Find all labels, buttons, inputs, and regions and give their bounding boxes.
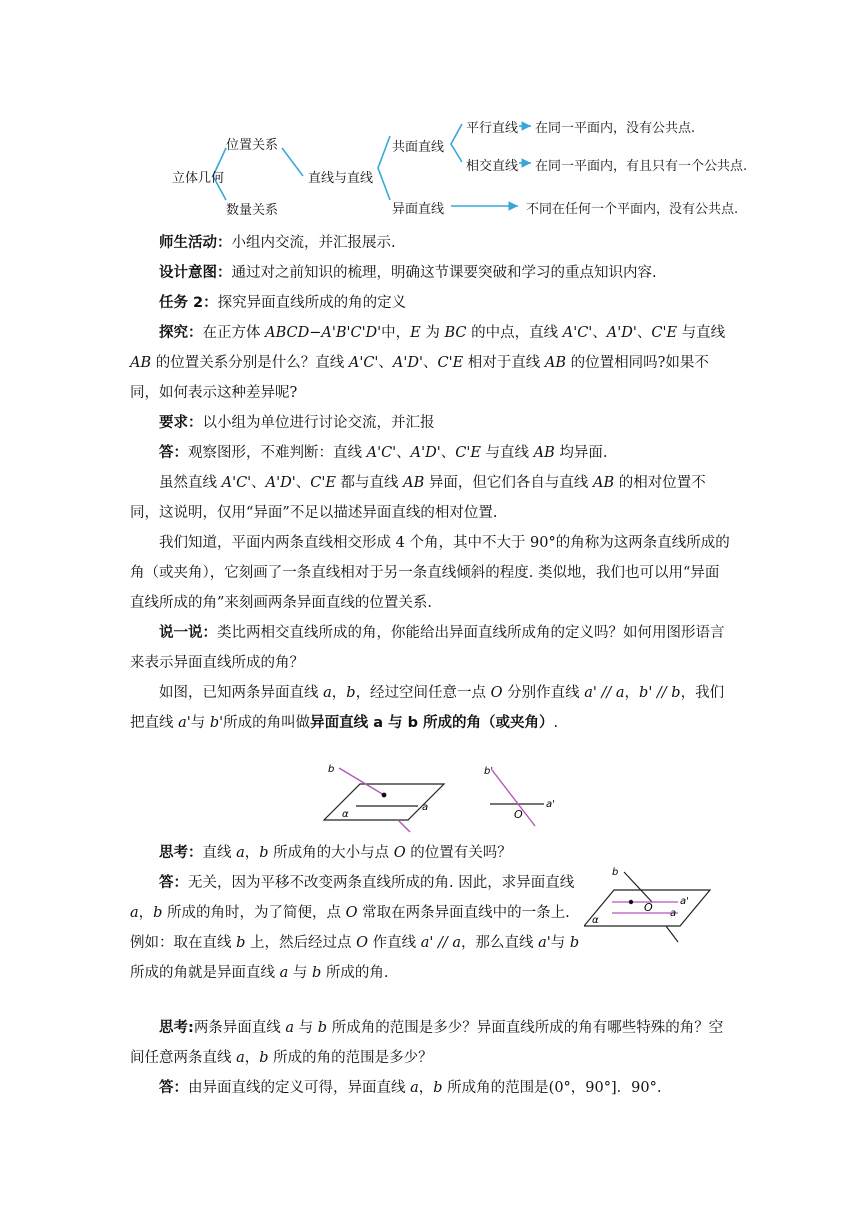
brace-mid [378, 136, 390, 200]
body-text: ，我们把直线 [130, 685, 725, 731]
paragraph-answer3 [130, 1073, 730, 1103]
map-intersect-desc: 在同一平面内，有且只有一个公共点. [535, 159, 748, 174]
body-text: ， [244, 845, 260, 861]
label-a: a [422, 802, 429, 813]
line-b-upper [624, 872, 652, 902]
map-coplanar: 共面直线 [392, 140, 445, 155]
body-text: ， [331, 685, 347, 701]
paragraph-answer1 [130, 438, 730, 468]
answer-label: 答： [159, 445, 188, 461]
body-text: 的相对位置不同，这说明，仅用“异面”不足以描述异面直线的相对位置. [130, 475, 706, 521]
body-text: 我们知道，平面内两条直线相交形成 4 个角，其中不大于 90°的角称为这两条直线所成的角（或夹角），它刻画了一条直线相对于另一条直线倾斜的程度. 类似地，我们也可以用“异面直线所成的角”来刻画两条异面直线的位置关系. [130, 535, 730, 611]
paragraph-think2 [130, 1013, 730, 1073]
map-branch-position: 位置关系 [226, 138, 279, 153]
math-var: O [490, 685, 503, 701]
explore-text: 的位置关系分别是什么？直线 [151, 355, 349, 371]
explore-text: 中， [381, 325, 411, 341]
explore-text: 在正方体 [202, 325, 266, 341]
math-line: AB [592, 475, 615, 491]
math-bc: BC [444, 325, 467, 341]
answer-text: 均异面. [554, 445, 608, 461]
concept-map-lines [0, 0, 860, 230]
body-text: 所成角的范围是(0°，90°]．90°. [442, 1080, 662, 1096]
body-text: 异面，但它们各自与直线 [424, 475, 593, 491]
math-expr: a' // a [420, 935, 461, 951]
map-intersect: 相交直线 [466, 159, 519, 174]
math-line: A'D' [606, 325, 637, 341]
brace-coplanar [451, 124, 462, 162]
math-line: A'C' [221, 475, 252, 491]
math-line: AB [544, 355, 567, 371]
explore-label: 探究： [159, 325, 203, 341]
answer-label: 答： [159, 875, 188, 891]
paragraph-we-know [130, 528, 730, 618]
body-text: ， [624, 685, 640, 701]
explore-text: 、 [592, 325, 607, 341]
label-alpha: α [592, 915, 599, 926]
say-label: 说一说： [159, 625, 217, 641]
body-text: ， [244, 1050, 260, 1066]
map-root: 立体几何 [172, 171, 225, 186]
body-text: ， [138, 905, 154, 921]
paragraph-task2 [130, 288, 730, 318]
math-var: b [311, 965, 322, 981]
explore-text: 的中点，直线 [466, 325, 563, 341]
explore-text: 的位置相同吗?如果不同，如何表示这种差异呢? [130, 355, 709, 401]
paragraph-although [130, 468, 730, 528]
label-b: b [328, 764, 335, 775]
label-o: O [514, 808, 523, 821]
activity-label: 师生活动： [159, 235, 232, 251]
paragraph-think1 [159, 838, 512, 868]
math-line: A'D' [410, 445, 441, 461]
math-cube: ABCD−A'B'C'D' [265, 325, 382, 341]
math-var: b [236, 935, 246, 951]
body-text: 所成的角. [321, 965, 389, 981]
math-line: C'E [455, 445, 481, 461]
line-b-lower [398, 820, 410, 832]
math-var: a [236, 1050, 245, 1066]
math-var: O [393, 845, 406, 861]
math-var: a [236, 845, 245, 861]
body-text: 的位置有关吗？ [405, 845, 512, 861]
answer-text: 、 [396, 445, 411, 461]
body-text: 所成角的大小与点 [268, 845, 394, 861]
math-var: b [259, 1050, 269, 1066]
body-text: 都与直线 [335, 475, 404, 491]
say-text: 类比两相交直线所成的角，你能给出异面直线所成角的定义吗？如何用图形语言来表示异面直线所成的角？ [130, 625, 725, 671]
math-var: b [317, 1020, 328, 1036]
paragraph-activity [130, 228, 730, 258]
label-alpha: α [342, 809, 349, 820]
body-text: 、 [295, 475, 311, 491]
requirement-label: 要求： [159, 415, 203, 431]
point [382, 793, 387, 798]
figure-translation [584, 864, 724, 954]
math-expr: b' // b [639, 685, 681, 701]
body-text: 分别作直线 [502, 685, 585, 701]
explore-text: 相对于直线 [463, 355, 545, 371]
label-a-prime: a' [680, 896, 689, 907]
math-line: AB [130, 355, 152, 371]
math-line: C'E [437, 355, 464, 371]
body-text: 由异面直线的定义可得，异面直线 [188, 1080, 411, 1096]
body-text: 所成的角就是异面直线 [130, 965, 280, 981]
answer-text: 观察图形，不难判断：直线 [188, 445, 367, 461]
body-text: 如图，已知两条异面直线 [159, 685, 324, 701]
math-line: A'C' [348, 355, 379, 371]
activity-text: 小组内交流，并汇报展示. [231, 235, 396, 251]
label-a-prime: a' [546, 799, 555, 810]
point-o [629, 900, 633, 904]
map-parallel-desc: 在同一平面内，没有公共点. [535, 121, 696, 136]
body-text: 与 [190, 715, 210, 731]
answer-text: 与直线 [480, 445, 534, 461]
answer-text: 、 [440, 445, 456, 461]
requirement-text: 以小组为单位进行讨论交流，并汇报 [202, 415, 435, 431]
math-var: O [345, 905, 358, 921]
explore-text: 、 [636, 325, 652, 341]
math-line: A'D' [265, 475, 296, 491]
math-var: a' [178, 715, 191, 731]
map-skew: 异面直线 [392, 202, 445, 217]
body-text: 作直线 [368, 935, 421, 951]
map-line-line: 直线与直线 [308, 171, 374, 186]
body-text: 所成角的范围是多少？异面直线所成的角有哪些特殊的角？空间任意两条直线 [130, 1020, 724, 1066]
math-var: a [410, 1080, 419, 1096]
explore-text: 与直线 [677, 325, 726, 341]
explore-text: 为 [420, 325, 445, 341]
figure-skew-lines [322, 758, 562, 838]
math-line: C'E [651, 325, 678, 341]
body-text: . [553, 715, 559, 731]
label-b: b [612, 867, 619, 878]
body-text: 、 [251, 475, 266, 491]
body-text: 与 [550, 935, 570, 951]
body-text: 所成的角的范围是多少？ [268, 1050, 433, 1066]
line-b-upper [339, 768, 384, 795]
body-text: ，经过空间任意一点 [355, 685, 491, 701]
math-var: a [130, 905, 139, 921]
math-line: AB [533, 445, 555, 461]
line-b-lower [666, 926, 678, 942]
explore-text: 、 [378, 355, 393, 371]
math-var: b' [209, 715, 224, 731]
math-e: E [410, 325, 421, 341]
math-var: b [153, 905, 163, 921]
paragraph-explore [130, 318, 730, 408]
map-branch-quantity: 数量关系 [226, 203, 279, 218]
math-line: C'E [310, 475, 336, 491]
math-var: b [569, 935, 580, 951]
map-parallel: 平行直线 [466, 121, 519, 136]
body-text: 所成的角叫做 [223, 715, 311, 731]
math-line: A'D' [392, 355, 423, 371]
math-expr: a' // a [584, 685, 625, 701]
body-text: ，那么直线 [461, 935, 539, 951]
math-var: b [259, 845, 269, 861]
explore-text: 、 [422, 355, 438, 371]
design-intent-label: 设计意图： [159, 265, 232, 281]
map-skew-desc: 不同在任何一个平面内，没有公共点. [526, 202, 739, 217]
body-text: 上，然后经过点 [245, 935, 357, 951]
math-var: a' [538, 935, 551, 951]
math-line: A'C' [366, 445, 397, 461]
label-o: O [644, 901, 653, 914]
design-intent-text: 通过对之前知识的梳理，明确这节课要突破和学习的重点知识内容. [231, 265, 657, 281]
body-text: ， [418, 1080, 434, 1096]
paragraph-answer2 [130, 868, 586, 988]
body-text: 两条异面直线 [193, 1020, 286, 1036]
body-text: 与 [294, 1020, 318, 1036]
math-line: A'C' [562, 325, 593, 341]
body-text: 常取在两条异面直线中的一条上. 例如：取在直线 [130, 905, 570, 951]
math-var: O [356, 935, 369, 951]
answer-label: 答： [159, 1080, 188, 1096]
think-label: 思考： [159, 845, 203, 861]
task2-label: 任务 2： [159, 295, 218, 311]
label-b-prime: b' [484, 766, 494, 777]
paragraph-say [130, 618, 730, 678]
paragraph-requirement [130, 408, 730, 438]
math-var: b [433, 1080, 443, 1096]
body-text: 无关，因为平移不改变两条直线所成的角. 因此，求异面直线 [188, 875, 575, 891]
body-text: 所成的角时，为了简便，点 [162, 905, 346, 921]
math-var: a [285, 1020, 295, 1036]
body-text: 虽然直线 [159, 475, 222, 491]
body-text: 直线 [202, 845, 237, 861]
math-var: a [323, 685, 332, 701]
math-var: a [279, 965, 289, 981]
task2-text: 探究异面直线所成的角的定义 [217, 295, 407, 311]
think-label: 思考: [159, 1020, 194, 1036]
paragraph-design-intent [130, 258, 730, 288]
math-line: AB [403, 475, 425, 491]
label-a: a [670, 908, 677, 919]
paragraph-definition [130, 678, 730, 738]
connector-relation [282, 148, 303, 176]
definition-term: 异面直线 a 与 b 所成的角（或夹角） [310, 715, 554, 731]
body-text: 与 [288, 965, 312, 981]
math-var: b [346, 685, 356, 701]
